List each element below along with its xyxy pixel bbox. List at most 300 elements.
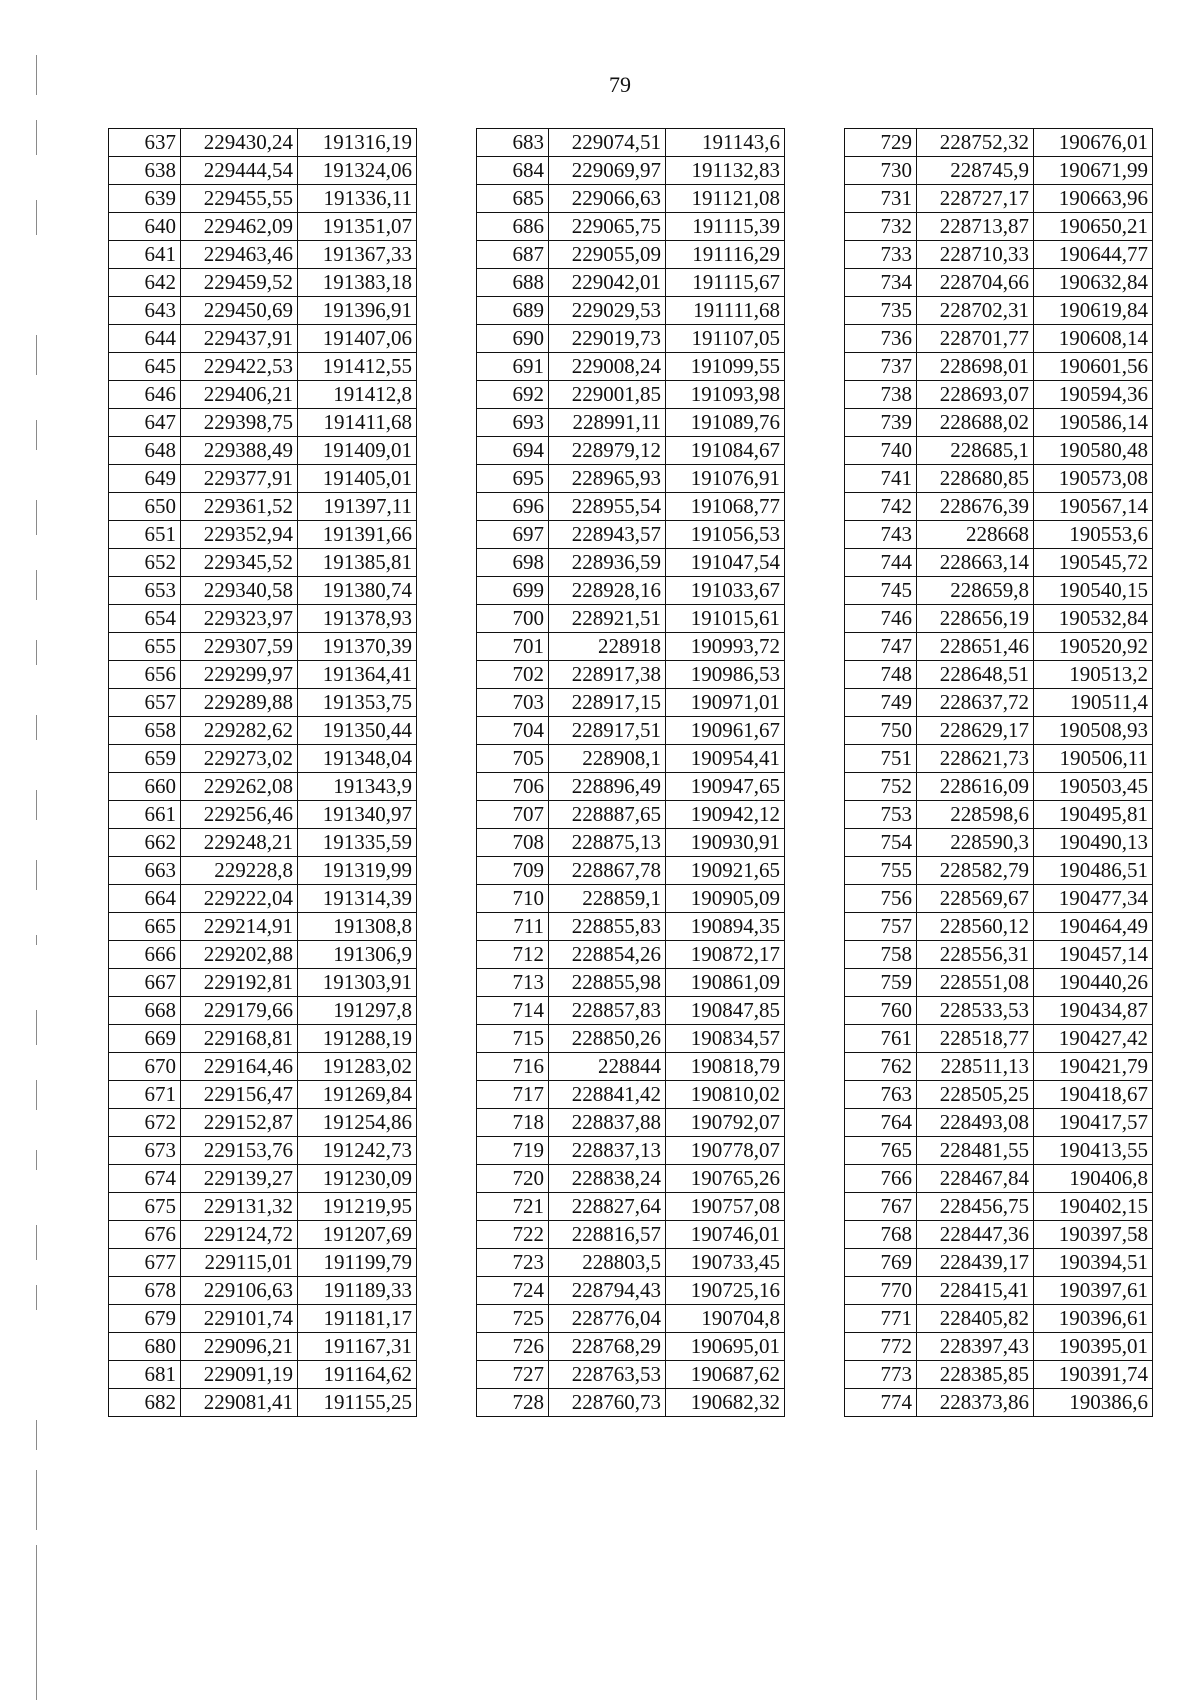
y-coordinate-cell: 191269,84	[298, 1081, 417, 1109]
x-coordinate-cell: 229273,02	[181, 745, 298, 773]
table-row	[477, 577, 785, 605]
point-number-cell: 774	[845, 1389, 917, 1417]
x-coordinate-cell: 228663,14	[917, 549, 1034, 577]
binding-mark	[36, 1080, 37, 1110]
binding-mark	[36, 1420, 37, 1450]
x-coordinate-cell: 228837,13	[549, 1137, 666, 1165]
x-coordinate-cell: 229074,51	[549, 129, 666, 157]
point-number-cell: 715	[477, 1025, 549, 1053]
point-number-cell: 727	[477, 1361, 549, 1389]
table-row	[109, 297, 417, 325]
point-number-cell: 650	[109, 493, 181, 521]
point-number-cell: 655	[109, 633, 181, 661]
y-coordinate-cell: 191405,01	[298, 465, 417, 493]
table-row	[845, 1081, 1153, 1109]
table-row	[109, 1109, 417, 1137]
table-row	[109, 1277, 417, 1305]
y-coordinate-cell: 191283,02	[298, 1053, 417, 1081]
point-number-cell: 674	[109, 1165, 181, 1193]
y-coordinate-cell: 191350,44	[298, 717, 417, 745]
table-row	[477, 129, 785, 157]
y-coordinate-cell: 190905,09	[666, 885, 785, 913]
table-row	[477, 437, 785, 465]
y-coordinate-cell: 191115,67	[666, 269, 785, 297]
table-row	[845, 1389, 1153, 1417]
table-row	[109, 353, 417, 381]
table-row	[109, 633, 417, 661]
point-number-cell: 763	[845, 1081, 917, 1109]
table-row	[845, 241, 1153, 269]
y-coordinate-cell: 191412,8	[298, 381, 417, 409]
point-number-cell: 737	[845, 353, 917, 381]
point-number-cell: 704	[477, 717, 549, 745]
x-coordinate-cell: 229422,53	[181, 353, 298, 381]
point-number-cell: 691	[477, 353, 549, 381]
y-coordinate-cell: 191047,54	[666, 549, 785, 577]
x-coordinate-cell: 228415,41	[917, 1277, 1034, 1305]
x-coordinate-cell: 228875,13	[549, 829, 666, 857]
table-row	[845, 829, 1153, 857]
table-row	[845, 605, 1153, 633]
y-coordinate-cell: 190601,56	[1034, 353, 1153, 381]
point-number-cell: 700	[477, 605, 549, 633]
binding-mark	[36, 1470, 37, 1530]
table-row	[845, 325, 1153, 353]
table-row	[477, 857, 785, 885]
x-coordinate-cell: 228560,12	[917, 913, 1034, 941]
y-coordinate-cell: 190532,84	[1034, 605, 1153, 633]
table-row	[845, 857, 1153, 885]
x-coordinate-cell: 228921,51	[549, 605, 666, 633]
point-number-cell: 769	[845, 1249, 917, 1277]
x-coordinate-cell: 228803,5	[549, 1249, 666, 1277]
table-row	[109, 325, 417, 353]
x-coordinate-cell: 228698,01	[917, 353, 1034, 381]
y-coordinate-cell: 190847,85	[666, 997, 785, 1025]
table-row	[477, 521, 785, 549]
point-number-cell: 748	[845, 661, 917, 689]
y-coordinate-cell: 191167,31	[298, 1333, 417, 1361]
point-number-cell: 767	[845, 1193, 917, 1221]
y-coordinate-cell: 190676,01	[1034, 129, 1153, 157]
y-coordinate-cell: 190418,67	[1034, 1081, 1153, 1109]
table-row	[109, 941, 417, 969]
x-coordinate-cell: 229340,58	[181, 577, 298, 605]
x-coordinate-cell: 228685,1	[917, 437, 1034, 465]
point-number-cell: 671	[109, 1081, 181, 1109]
x-coordinate-cell: 229153,76	[181, 1137, 298, 1165]
x-coordinate-cell: 229066,63	[549, 185, 666, 213]
y-coordinate-cell: 190778,07	[666, 1137, 785, 1165]
binding-mark	[36, 1150, 37, 1170]
table-row	[477, 1221, 785, 1249]
point-number-cell: 719	[477, 1137, 549, 1165]
y-coordinate-cell: 191033,67	[666, 577, 785, 605]
y-coordinate-cell: 190619,84	[1034, 297, 1153, 325]
x-coordinate-cell: 228616,09	[917, 773, 1034, 801]
x-coordinate-cell: 228456,75	[917, 1193, 1034, 1221]
point-number-cell: 694	[477, 437, 549, 465]
table-row	[109, 493, 417, 521]
x-coordinate-cell: 228569,67	[917, 885, 1034, 913]
table-row	[109, 381, 417, 409]
y-coordinate-cell: 190567,14	[1034, 493, 1153, 521]
y-coordinate-cell: 191116,29	[666, 241, 785, 269]
point-number-cell: 722	[477, 1221, 549, 1249]
point-number-cell: 740	[845, 437, 917, 465]
point-number-cell: 668	[109, 997, 181, 1025]
x-coordinate-cell: 228816,57	[549, 1221, 666, 1249]
point-number-cell: 758	[845, 941, 917, 969]
table-row	[109, 1221, 417, 1249]
y-coordinate-cell: 190394,51	[1034, 1249, 1153, 1277]
table-row	[845, 1277, 1153, 1305]
x-coordinate-cell: 228710,33	[917, 241, 1034, 269]
point-number-cell: 713	[477, 969, 549, 997]
x-coordinate-cell: 228844	[549, 1053, 666, 1081]
y-coordinate-cell: 190440,26	[1034, 969, 1153, 997]
table-row	[845, 1249, 1153, 1277]
table-row	[477, 829, 785, 857]
table-row	[477, 745, 785, 773]
table-row	[845, 717, 1153, 745]
table-row	[845, 157, 1153, 185]
table-row	[477, 717, 785, 745]
y-coordinate-cell: 190397,61	[1034, 1277, 1153, 1305]
x-coordinate-cell: 229437,91	[181, 325, 298, 353]
point-number-cell: 675	[109, 1193, 181, 1221]
point-number-cell: 752	[845, 773, 917, 801]
x-coordinate-cell: 228405,82	[917, 1305, 1034, 1333]
x-coordinate-cell: 229168,81	[181, 1025, 298, 1053]
table-row	[109, 521, 417, 549]
point-number-cell: 658	[109, 717, 181, 745]
y-coordinate-cell: 191370,39	[298, 633, 417, 661]
point-number-cell: 646	[109, 381, 181, 409]
y-coordinate-cell: 190594,36	[1034, 381, 1153, 409]
x-coordinate-cell: 228855,98	[549, 969, 666, 997]
y-coordinate-cell: 191397,11	[298, 493, 417, 521]
point-number-cell: 663	[109, 857, 181, 885]
y-coordinate-cell: 190894,35	[666, 913, 785, 941]
y-coordinate-cell: 190961,67	[666, 717, 785, 745]
point-number-cell: 685	[477, 185, 549, 213]
table-row	[109, 801, 417, 829]
x-coordinate-cell: 229179,66	[181, 997, 298, 1025]
table-row	[845, 913, 1153, 941]
y-coordinate-cell: 190421,79	[1034, 1053, 1153, 1081]
point-number-cell: 689	[477, 297, 549, 325]
y-coordinate-cell: 190395,01	[1034, 1333, 1153, 1361]
x-coordinate-cell: 229299,97	[181, 661, 298, 689]
x-coordinate-cell: 228918	[549, 633, 666, 661]
point-number-cell: 642	[109, 269, 181, 297]
table-row	[845, 409, 1153, 437]
y-coordinate-cell: 191351,07	[298, 213, 417, 241]
y-coordinate-cell: 191068,77	[666, 493, 785, 521]
x-coordinate-cell: 228701,77	[917, 325, 1034, 353]
point-number-cell: 726	[477, 1333, 549, 1361]
table-row	[845, 1305, 1153, 1333]
x-coordinate-cell: 228598,6	[917, 801, 1034, 829]
point-number-cell: 714	[477, 997, 549, 1025]
x-coordinate-cell: 228648,51	[917, 661, 1034, 689]
y-coordinate-cell: 190402,15	[1034, 1193, 1153, 1221]
x-coordinate-cell: 228621,73	[917, 745, 1034, 773]
table-row	[845, 493, 1153, 521]
x-coordinate-cell: 229065,75	[549, 213, 666, 241]
point-number-cell: 664	[109, 885, 181, 913]
y-coordinate-cell: 190391,74	[1034, 1361, 1153, 1389]
x-coordinate-cell: 228859,1	[549, 885, 666, 913]
x-coordinate-cell: 229256,46	[181, 801, 298, 829]
x-coordinate-cell: 228776,04	[549, 1305, 666, 1333]
x-coordinate-cell: 228693,07	[917, 381, 1034, 409]
table-row	[845, 437, 1153, 465]
point-number-cell: 690	[477, 325, 549, 353]
table-row	[477, 1193, 785, 1221]
x-coordinate-cell: 229398,75	[181, 409, 298, 437]
table-row	[109, 885, 417, 913]
x-coordinate-cell: 228827,64	[549, 1193, 666, 1221]
x-coordinate-cell: 229042,01	[549, 269, 666, 297]
x-coordinate-cell: 229106,63	[181, 1277, 298, 1305]
table-row	[109, 913, 417, 941]
point-number-cell: 684	[477, 157, 549, 185]
point-number-cell: 730	[845, 157, 917, 185]
table-row	[477, 1137, 785, 1165]
point-number-cell: 718	[477, 1109, 549, 1137]
x-coordinate-cell: 228551,08	[917, 969, 1034, 997]
coordinate-table-3	[844, 128, 1153, 1417]
table-row	[477, 213, 785, 241]
y-coordinate-cell: 190586,14	[1034, 409, 1153, 437]
x-coordinate-cell: 229388,49	[181, 437, 298, 465]
y-coordinate-cell: 191164,62	[298, 1361, 417, 1389]
point-number-cell: 649	[109, 465, 181, 493]
x-coordinate-cell: 228855,83	[549, 913, 666, 941]
point-number-cell: 693	[477, 409, 549, 437]
table-row	[477, 269, 785, 297]
binding-mark	[36, 335, 37, 375]
y-coordinate-cell: 191056,53	[666, 521, 785, 549]
point-number-cell: 753	[845, 801, 917, 829]
table-row	[845, 633, 1153, 661]
y-coordinate-cell: 191335,59	[298, 829, 417, 857]
point-number-cell: 683	[477, 129, 549, 157]
table-row	[109, 409, 417, 437]
y-coordinate-cell: 190810,02	[666, 1081, 785, 1109]
point-number-cell: 771	[845, 1305, 917, 1333]
table-row	[109, 1193, 417, 1221]
point-number-cell: 742	[845, 493, 917, 521]
table-row	[845, 745, 1153, 773]
point-number-cell: 745	[845, 577, 917, 605]
y-coordinate-cell: 191015,61	[666, 605, 785, 633]
x-coordinate-cell: 228637,72	[917, 689, 1034, 717]
x-coordinate-cell: 228917,38	[549, 661, 666, 689]
y-coordinate-cell: 191288,19	[298, 1025, 417, 1053]
x-coordinate-cell: 228838,24	[549, 1165, 666, 1193]
y-coordinate-cell: 190580,48	[1034, 437, 1153, 465]
table-row	[477, 1053, 785, 1081]
table-row	[109, 1305, 417, 1333]
x-coordinate-cell: 229222,04	[181, 885, 298, 913]
table-row	[477, 1305, 785, 1333]
table-row	[109, 1025, 417, 1053]
point-number-cell: 651	[109, 521, 181, 549]
table-row	[845, 1053, 1153, 1081]
table-row	[845, 185, 1153, 213]
y-coordinate-cell: 190608,14	[1034, 325, 1153, 353]
y-coordinate-cell: 191324,06	[298, 157, 417, 185]
x-coordinate-cell: 228481,55	[917, 1137, 1034, 1165]
table-row	[109, 1053, 417, 1081]
x-coordinate-cell: 229248,21	[181, 829, 298, 857]
y-coordinate-cell: 190947,65	[666, 773, 785, 801]
table-row	[477, 1277, 785, 1305]
table-row	[845, 689, 1153, 717]
table-row	[477, 661, 785, 689]
table-row	[477, 409, 785, 437]
table-row	[109, 1081, 417, 1109]
x-coordinate-cell: 228867,78	[549, 857, 666, 885]
point-number-cell: 699	[477, 577, 549, 605]
x-coordinate-cell: 228850,26	[549, 1025, 666, 1053]
x-coordinate-cell: 229115,01	[181, 1249, 298, 1277]
x-coordinate-cell: 229131,32	[181, 1193, 298, 1221]
point-number-cell: 670	[109, 1053, 181, 1081]
table-row	[477, 297, 785, 325]
y-coordinate-cell: 190457,14	[1034, 941, 1153, 969]
x-coordinate-cell: 228680,85	[917, 465, 1034, 493]
table-row	[109, 605, 417, 633]
x-coordinate-cell: 229463,46	[181, 241, 298, 269]
y-coordinate-cell: 190644,77	[1034, 241, 1153, 269]
point-number-cell: 645	[109, 353, 181, 381]
x-coordinate-cell: 229323,97	[181, 605, 298, 633]
point-number-cell: 751	[845, 745, 917, 773]
binding-mark	[36, 640, 37, 665]
point-number-cell: 654	[109, 605, 181, 633]
y-coordinate-cell: 190506,11	[1034, 745, 1153, 773]
point-number-cell: 669	[109, 1025, 181, 1053]
y-coordinate-cell: 191411,68	[298, 409, 417, 437]
point-number-cell: 672	[109, 1109, 181, 1137]
table-row	[109, 437, 417, 465]
y-coordinate-cell: 191121,08	[666, 185, 785, 213]
point-number-cell: 757	[845, 913, 917, 941]
x-coordinate-cell: 229450,69	[181, 297, 298, 325]
y-coordinate-cell: 190413,55	[1034, 1137, 1153, 1165]
point-number-cell: 710	[477, 885, 549, 913]
table-row	[845, 521, 1153, 549]
x-coordinate-cell: 229001,85	[549, 381, 666, 409]
table-row	[477, 1025, 785, 1053]
point-number-cell: 703	[477, 689, 549, 717]
y-coordinate-cell: 191385,81	[298, 549, 417, 577]
point-number-cell: 639	[109, 185, 181, 213]
table-row	[845, 1361, 1153, 1389]
point-number-cell: 660	[109, 773, 181, 801]
table-row	[109, 1333, 417, 1361]
point-number-cell: 736	[845, 325, 917, 353]
table-row	[109, 549, 417, 577]
x-coordinate-cell: 228668	[917, 521, 1034, 549]
x-coordinate-cell: 229091,19	[181, 1361, 298, 1389]
table-row	[109, 213, 417, 241]
x-coordinate-cell: 228511,13	[917, 1053, 1034, 1081]
point-number-cell: 734	[845, 269, 917, 297]
point-number-cell: 772	[845, 1333, 917, 1361]
x-coordinate-cell: 229462,09	[181, 213, 298, 241]
table-row	[477, 465, 785, 493]
table-row	[845, 213, 1153, 241]
table-row	[109, 1361, 417, 1389]
y-coordinate-cell: 191143,6	[666, 129, 785, 157]
point-number-cell: 688	[477, 269, 549, 297]
table-row	[845, 969, 1153, 997]
y-coordinate-cell: 190818,79	[666, 1053, 785, 1081]
y-coordinate-cell: 190513,2	[1034, 661, 1153, 689]
point-number-cell: 701	[477, 633, 549, 661]
table-row	[477, 1081, 785, 1109]
x-coordinate-cell: 228768,29	[549, 1333, 666, 1361]
table-row	[845, 1025, 1153, 1053]
point-number-cell: 648	[109, 437, 181, 465]
table-row	[109, 969, 417, 997]
y-coordinate-cell: 191093,98	[666, 381, 785, 409]
table-row	[109, 465, 417, 493]
y-coordinate-cell: 190861,09	[666, 969, 785, 997]
point-number-cell: 760	[845, 997, 917, 1025]
y-coordinate-cell: 191378,93	[298, 605, 417, 633]
y-coordinate-cell: 191303,91	[298, 969, 417, 997]
y-coordinate-cell: 190695,01	[666, 1333, 785, 1361]
point-number-cell: 698	[477, 549, 549, 577]
x-coordinate-cell: 228928,16	[549, 577, 666, 605]
y-coordinate-cell: 191155,25	[298, 1389, 417, 1417]
table-row	[477, 689, 785, 717]
x-coordinate-cell: 229152,87	[181, 1109, 298, 1137]
x-coordinate-cell: 229459,52	[181, 269, 298, 297]
point-number-cell: 702	[477, 661, 549, 689]
point-number-cell: 697	[477, 521, 549, 549]
y-coordinate-cell: 190942,12	[666, 801, 785, 829]
y-coordinate-cell: 190834,57	[666, 1025, 785, 1053]
point-number-cell: 716	[477, 1053, 549, 1081]
binding-mark	[36, 1285, 37, 1310]
point-number-cell: 638	[109, 157, 181, 185]
point-number-cell: 682	[109, 1389, 181, 1417]
y-coordinate-cell: 191364,41	[298, 661, 417, 689]
table-row	[109, 661, 417, 689]
table-row	[477, 325, 785, 353]
table-row	[477, 1165, 785, 1193]
table-row	[845, 801, 1153, 829]
binding-mark	[36, 120, 37, 155]
point-number-cell: 732	[845, 213, 917, 241]
table-row	[477, 353, 785, 381]
y-coordinate-cell: 191207,69	[298, 1221, 417, 1249]
point-number-cell: 720	[477, 1165, 549, 1193]
point-number-cell: 640	[109, 213, 181, 241]
y-coordinate-cell: 190792,07	[666, 1109, 785, 1137]
point-number-cell: 678	[109, 1277, 181, 1305]
table-row	[477, 941, 785, 969]
x-coordinate-cell: 228659,8	[917, 577, 1034, 605]
table-row	[845, 1165, 1153, 1193]
